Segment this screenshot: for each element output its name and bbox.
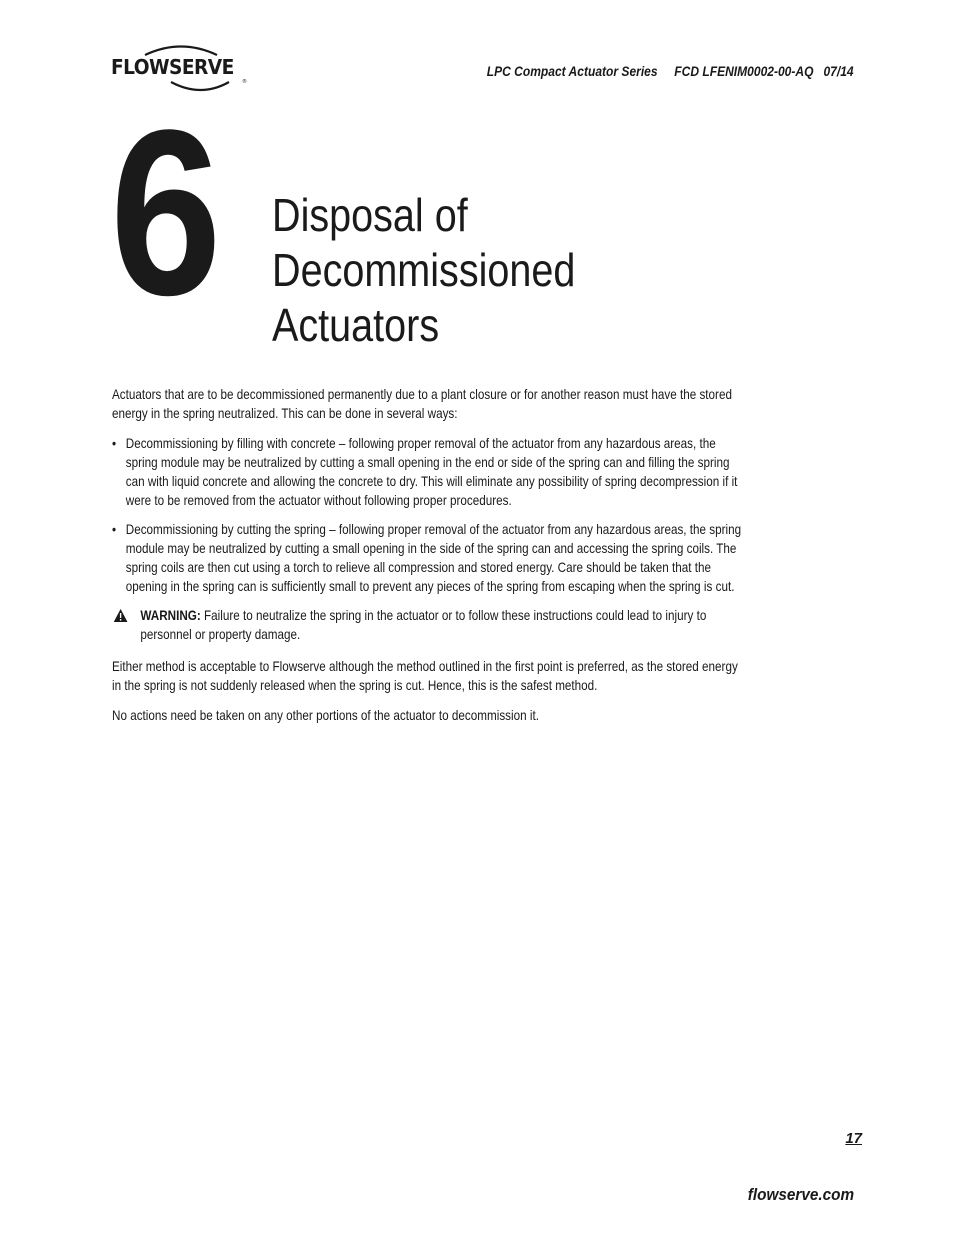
bullet-dot: • [112, 436, 117, 451]
svg-text:®: ® [242, 79, 247, 85]
footer-url: flowserve.com [747, 1185, 854, 1204]
chapter-title-line: Decommissioned [272, 244, 576, 296]
document-header [487, 63, 854, 79]
bullet-text: Decommissioning by cutting the spring – following proper removal of the actuator from any hazardous areas, the spring module may be neutralized by cutting a small opening in the side of the spring can and accessing the spring coils. The spring coils are then cut using a torch to relieve all compression and stored energy. Care should be taken that the opening in the spring can is sufficiently small to prevent any pieces of the spring from escaping when the spring is cut. [125, 522, 742, 594]
chapter-title [272, 188, 633, 353]
chapter-number: 6 [110, 81, 219, 345]
chapter-title-line: Disposal of [272, 189, 468, 241]
bullet-dot: • [112, 522, 117, 537]
warning-label: WARNING: [140, 608, 201, 623]
body-content [112, 385, 748, 736]
paragraph: Either method is acceptable to Flowserve although the method outlined in the first point is preferred, as the stored energy in the spring is not suddenly released when the spring is cut. Hence, this is the safest method. [112, 659, 738, 693]
bullet-item [112, 434, 748, 510]
logo-wordmark: FLOWSERVE [111, 55, 234, 79]
page-number: 17 [845, 1130, 862, 1147]
warning-text: Failure to neutralize the spring in the actuator or to follow these instructions could lead to injury to personnel or property damage. [140, 608, 707, 642]
bullet-item [112, 520, 748, 596]
warning-notice [112, 606, 748, 644]
warning-triangle-icon [114, 608, 128, 627]
chapter-title-line: Actuators [272, 299, 440, 351]
intro-paragraph: Actuators that are to be decommissioned permanently due to a plant closure or for another reason must have the stored energy in the spring neutralized. This can be done in several ways: [112, 387, 732, 421]
document-code: FCD LFENIM0002-00-AQ [674, 63, 814, 79]
series-name: LPC Compact Actuator Series [487, 63, 658, 79]
document-date: 07/14 [823, 63, 854, 79]
bullet-text: Decommissioning by filling with concrete – following proper removal of the actuator from any hazardous areas, the spring module may be neutralized by cutting a small opening in the end or side of the spring can and filling the spring can with liquid concrete and allowing the concrete to dry. This will eliminate any possibility of spring decompression if it were to be removed from the actuator without following proper procedures. [125, 436, 738, 508]
paragraph: No actions need be taken on any other portions of the actuator to decommission it. [112, 708, 539, 723]
